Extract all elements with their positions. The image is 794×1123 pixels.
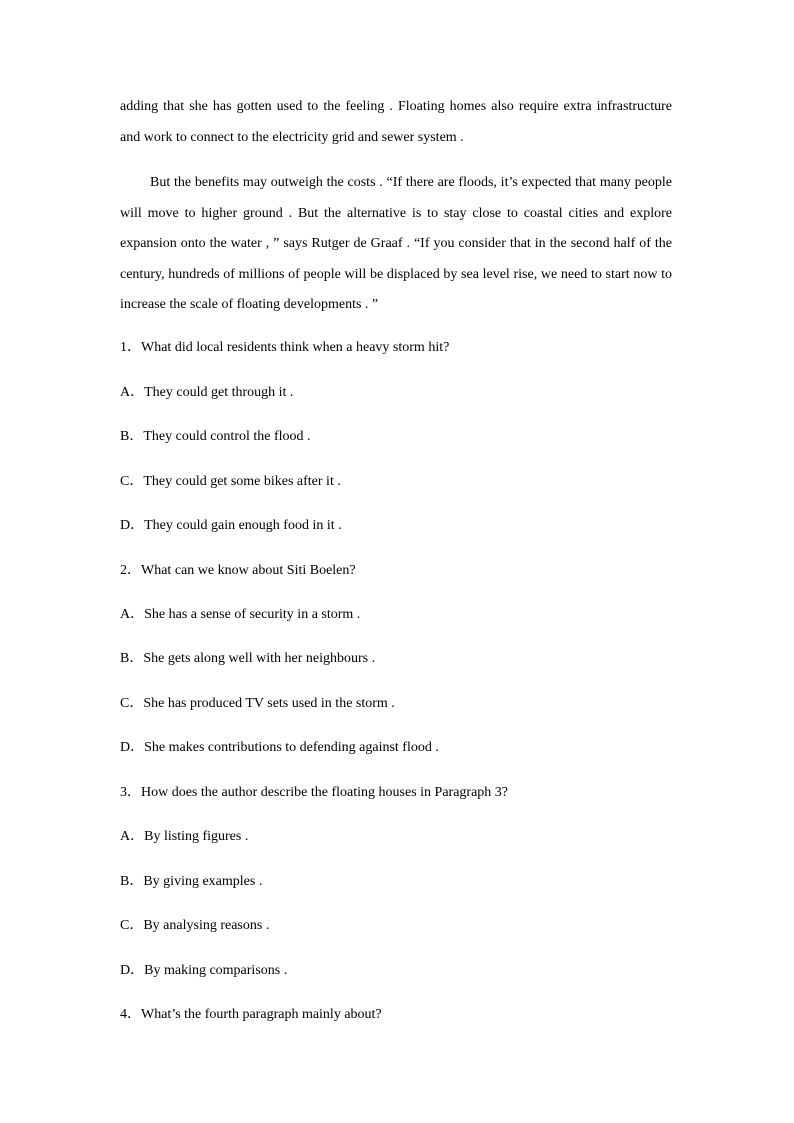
- option-letter: A．: [120, 607, 145, 622]
- option-letter: A．: [120, 385, 145, 400]
- option-letter: B．: [120, 429, 144, 444]
- question-3-option-a: [120, 828, 248, 846]
- question-1: [120, 339, 449, 357]
- question-3-option-d: [120, 962, 287, 980]
- question-1-option-b: [120, 428, 311, 446]
- option-text: They could gain enough food in it .: [144, 518, 342, 533]
- question-4: [120, 1006, 382, 1024]
- question-3-option-c: [120, 917, 269, 935]
- question-number: 1．: [120, 340, 141, 355]
- option-text: By making comparisons .: [144, 963, 288, 978]
- option-letter: B．: [120, 874, 144, 889]
- option-text: By listing figures .: [144, 829, 249, 844]
- option-text: By analysing reasons .: [143, 918, 270, 933]
- passage-paragraph-continued: adding that she has gotten used to the feeling . Floating homes also require extra infrastructure and work to connect to the electricity grid and sewer system .: [120, 99, 672, 145]
- passage-paragraph-final: But the benefits may outweigh the costs . “If there are floods, it’s expected that many people will move to higher ground . But the alternative is to stay close to coastal cities and explore expansion onto the water , ” says Rutger de Graaf . “If you consider that in the second half of the century, hundreds of millions of people will be displaced by sea level rise, we need to start now to increase the scale of floating developments . ”: [120, 175, 672, 312]
- option-letter: B．: [120, 651, 144, 666]
- question-text: What did local residents think when a heavy storm hit?: [141, 340, 450, 355]
- question-1-option-c: [120, 473, 341, 491]
- question-2: [120, 562, 356, 580]
- question-2-option-b: [120, 650, 375, 668]
- option-text: They could get some bikes after it .: [143, 474, 341, 489]
- option-text: She gets along well with her neighbours .: [143, 651, 376, 666]
- question-number: 3．: [120, 785, 141, 800]
- question-number: 4．: [120, 1007, 141, 1022]
- option-letter: D．: [120, 740, 145, 755]
- option-text: By giving examples .: [143, 874, 263, 889]
- option-letter: C．: [120, 696, 144, 711]
- question-text: How does the author describe the floating houses in Paragraph 3?: [141, 785, 509, 800]
- option-letter: D．: [120, 518, 145, 533]
- question-number: 2．: [120, 563, 141, 578]
- question-2-option-a: [120, 606, 360, 624]
- option-text: She has a sense of security in a storm .: [144, 607, 361, 622]
- question-2-option-d: [120, 739, 439, 757]
- option-letter: D．: [120, 963, 145, 978]
- option-text: They could control the flood .: [143, 429, 311, 444]
- question-3-option-b: [120, 873, 262, 891]
- option-letter: A．: [120, 829, 145, 844]
- option-letter: C．: [120, 918, 144, 933]
- option-text: She makes contributions to defending against flood .: [144, 740, 439, 755]
- option-text: They could get through it .: [144, 385, 294, 400]
- question-1-option-a: [120, 384, 293, 402]
- option-text: She has produced TV sets used in the storm .: [143, 696, 395, 711]
- option-letter: C．: [120, 474, 144, 489]
- question-1-option-d: [120, 517, 342, 535]
- question-text: What’s the fourth paragraph mainly about?: [141, 1007, 382, 1022]
- question-3: [120, 784, 508, 802]
- question-text: What can we know about Siti Boelen?: [141, 563, 356, 578]
- question-2-option-c: [120, 695, 395, 713]
